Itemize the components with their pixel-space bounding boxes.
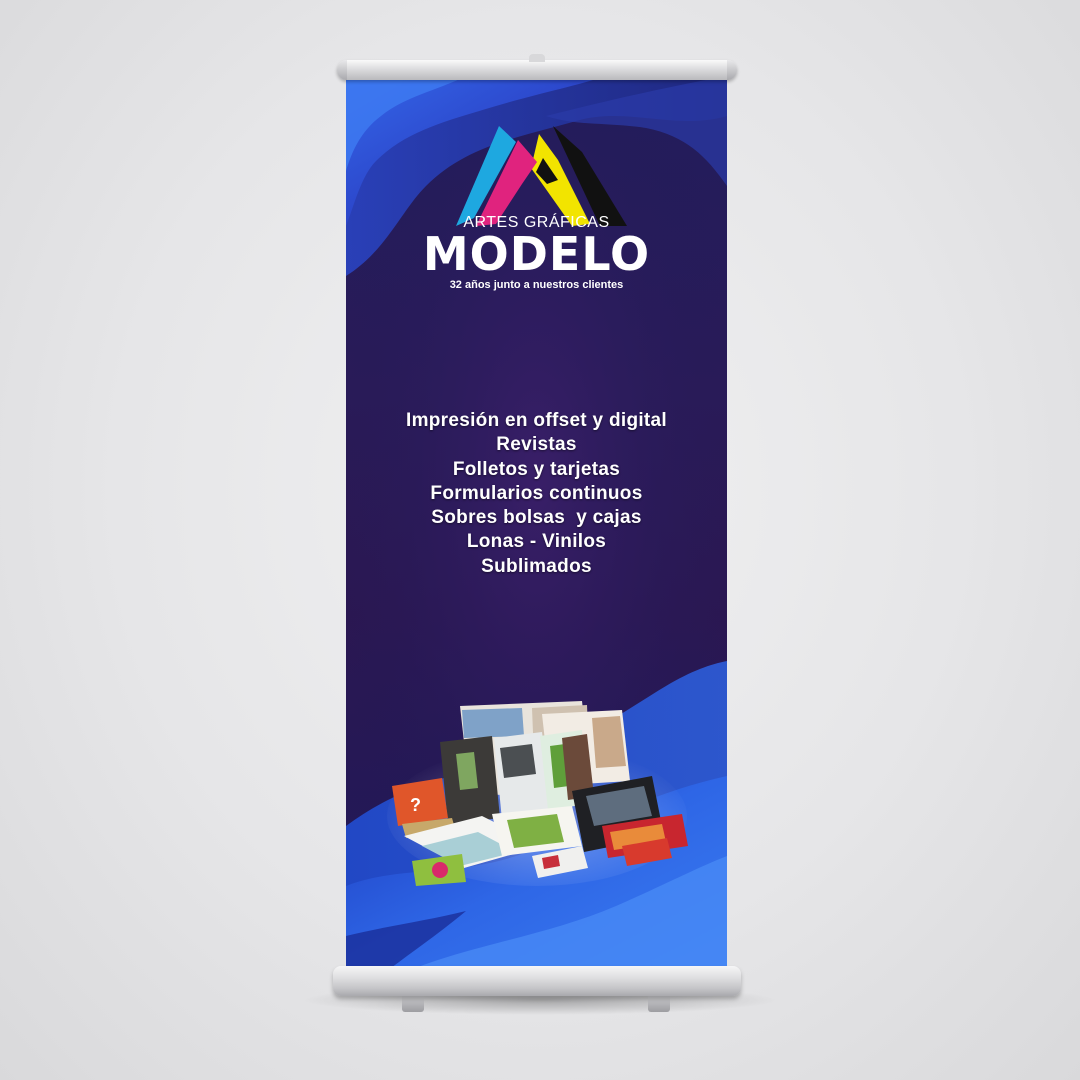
stand-foot-left (402, 994, 424, 1012)
services-list (346, 409, 727, 579)
stand-base (333, 966, 741, 996)
products-badge: ? (410, 795, 421, 815)
service-item: Folletos y tarjetas (452, 458, 621, 480)
service-item: Sublimados (481, 555, 592, 577)
stand-top-bar (337, 60, 737, 80)
stand-hook (529, 54, 545, 62)
service-item: Lonas - Vinilos (466, 531, 607, 553)
service-item: Revistas (496, 434, 577, 456)
stand-foot-right (648, 994, 670, 1012)
brand-name: MODELO (422, 227, 651, 281)
stand-top-cap-right (727, 60, 737, 80)
rollup-banner (346, 76, 727, 972)
service-item: Impresión en offset y digital (405, 410, 667, 431)
stand-top-cap-left (337, 60, 347, 80)
service-item: Sobres bolsas y cajas (431, 507, 642, 529)
brand-tagline: 32 años junto a nuestros clientes (449, 279, 624, 291)
service-item: Formularios continuos (430, 482, 643, 504)
brand-subtitle: ARTES GRÁFICAS (463, 214, 610, 231)
printed-products-collage-icon (382, 696, 692, 886)
